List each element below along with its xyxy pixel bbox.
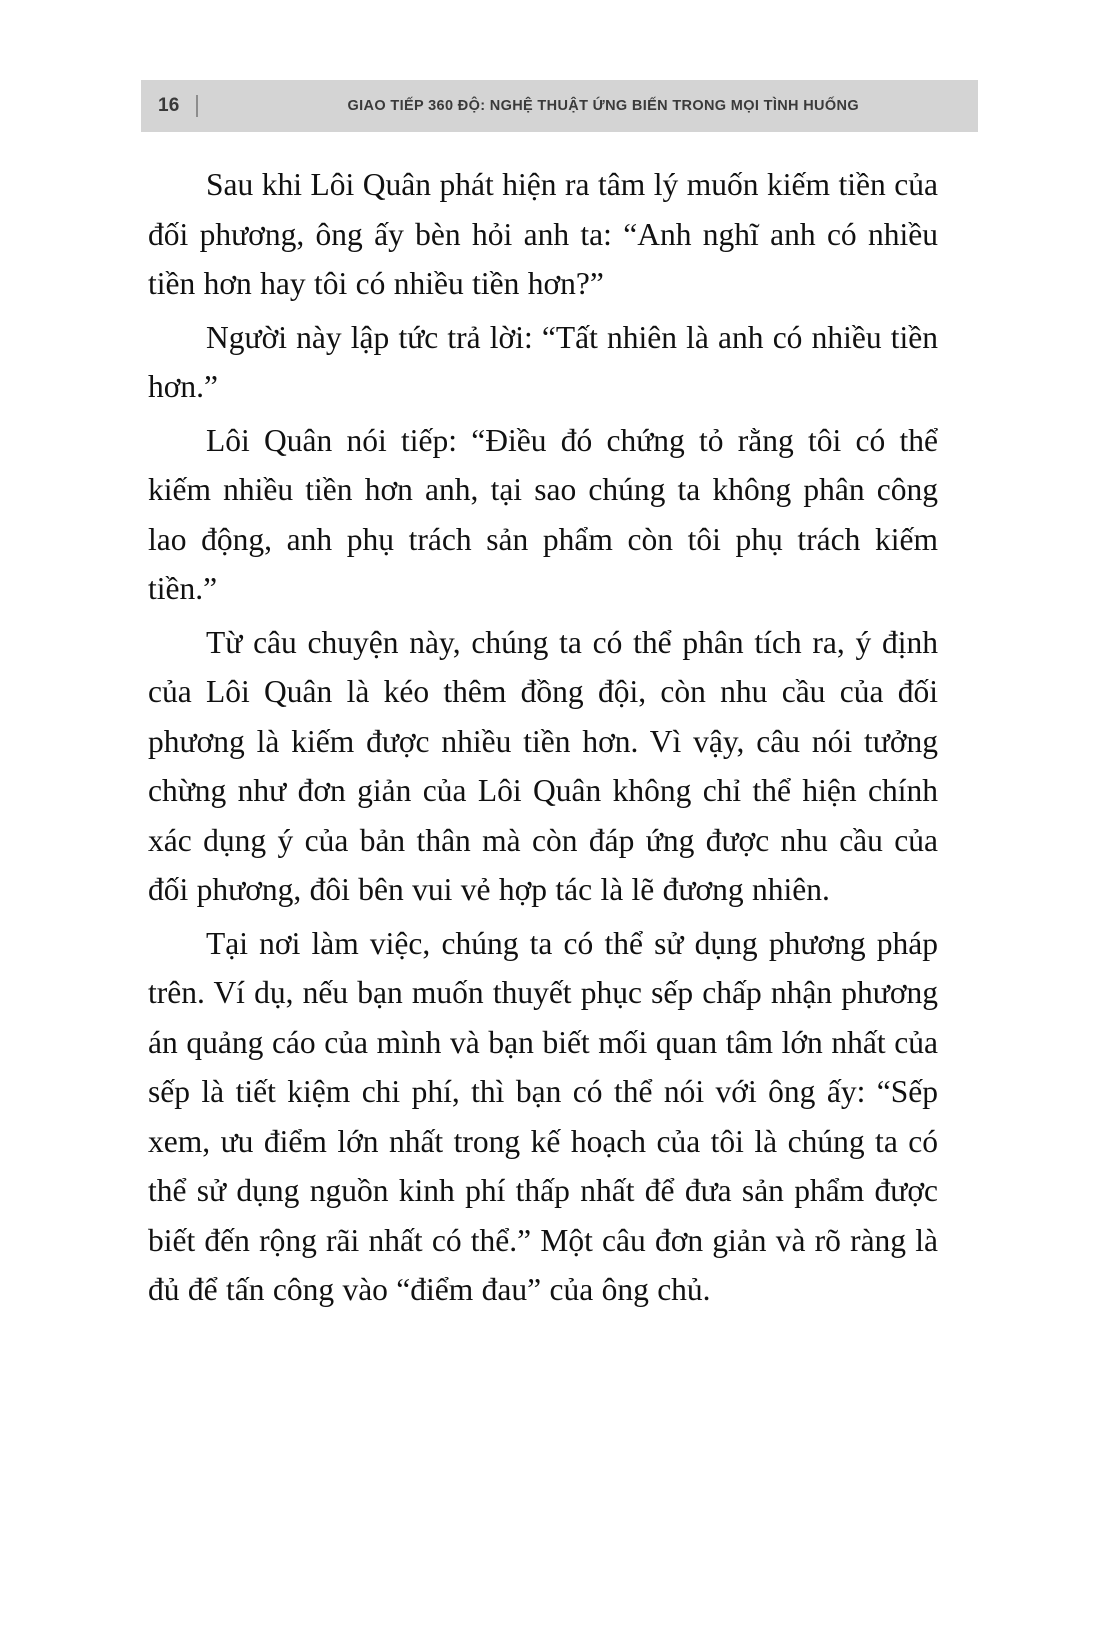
header-divider <box>196 95 198 117</box>
page-number: 16 <box>158 95 180 116</box>
paragraph: Người này lập tức trả lời: “Tất nhiên là anh có nhiều tiền hơn.” <box>148 319 938 404</box>
book-title: GIAO TIẾP 360 ĐỘ: NGHỆ THUẬT ỨNG BIẾN TRONG MỌI TÌNH HUỐNG <box>347 98 859 114</box>
paragraph: Lôi Quân nói tiếp: “Điều đó chứng tỏ rằng tôi có thể kiếm nhiều tiền hơn anh, tại sao chúng ta không phân công lao động, anh phụ trách sản phẩm còn tôi phụ trách kiếm tiền.” <box>148 422 938 606</box>
paragraph: Tại nơi làm việc, chúng ta có thể sử dụng phương pháp trên. Ví dụ, nếu bạn muốn thuyết phục sếp chấp nhận phương án quảng cáo của mình và bạn biết mối quan tâm lớn nhất của sếp là tiết kiệm chi phí, thì bạn có thể nói với ông ấy: “Sếp xem, ưu điểm lớn nhất trong kế hoạch của tôi là chúng ta có thể sử dụng nguồn kinh phí thấp nhất để đưa sản phẩm được biết đến rộng rãi nhất có thể.” Một câu đơn giản và rõ ràng là đủ để tấn công vào “điểm đau” của ông chủ. <box>148 925 938 1307</box>
running-header <box>141 80 978 132</box>
body-text <box>148 160 938 1315</box>
paragraph: Sau khi Lôi Quân phát hiện ra tâm lý muốn kiếm tiền của đối phương, ông ấy bèn hỏi anh ta: “Anh nghĩ anh có nhiều tiền hơn hay tôi có nhiều tiền hơn?” <box>148 167 938 301</box>
paragraph: Từ câu chuyện này, chúng ta có thể phân tích ra, ý định của Lôi Quân là kéo thêm đồng đội, còn nhu cầu của đối phương là kiếm được nhiều tiền hơn. Vì vậy, câu nói tưởng chừng như đơn giản của Lôi Quân không chỉ thể hiện chính xác dụng ý của bản thân mà còn đáp ứng được nhu cầu của đối phương, đôi bên vui vẻ hợp tác là lẽ đương nhiên. <box>148 624 938 907</box>
